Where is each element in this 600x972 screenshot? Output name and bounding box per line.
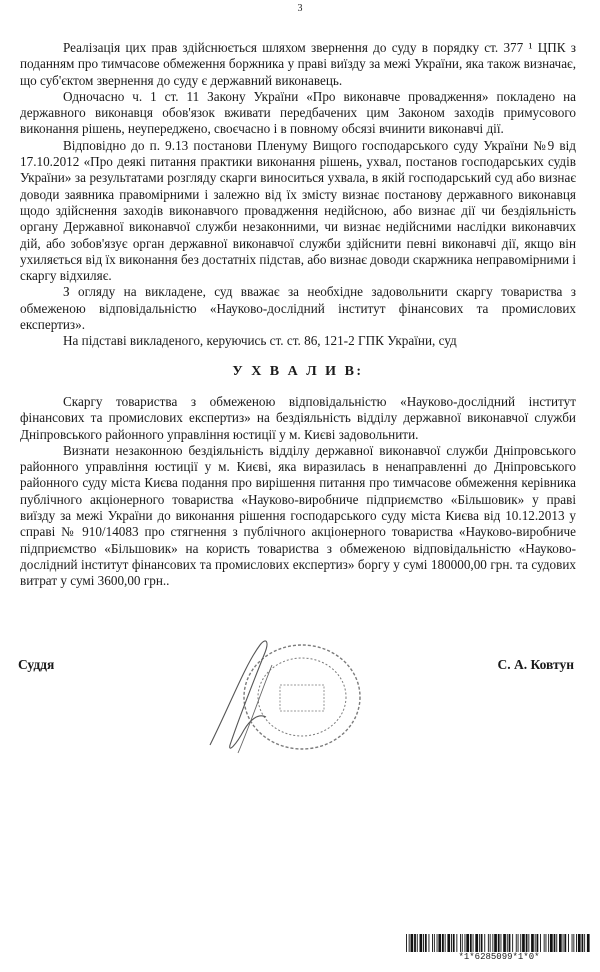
court-stamp-signature (200, 625, 380, 775)
resolution-heading: У Х В А Л И В: (232, 363, 364, 379)
barcode-text: *1*6285099*1*0* (458, 952, 540, 962)
paragraph: З огляду на викладене, суд вважає за необхідне задовольнити скаргу товариства з обмеженою відповідальністю «Науково-дослідний інститут фінансових та промислових експертиз». (20, 284, 576, 333)
judge-name: С. А. Ковтун (497, 657, 574, 672)
paragraph: Реалізація цих прав здійснюється шляхом звернення до суду в порядку ст. 377 ¹ ЦПК з поданням про тимчасове обмеження боржника у праві виїзду за межі України, яка також визначає, що суб'єктом звернення до суду є державний виконавець. (20, 40, 576, 88)
barcode-icon (406, 934, 592, 952)
resolution-paragraph: Визнати незаконною бездіяльність відділу державної виконавчої служби Дніпровського районного управління юстиції у м. Києві, яка виразилась в ненаправленні до Дніпровського районного суду міста Києва подання про вирішення питання про тимчасове обмеження керівника публічного акціонерного товариства «Науково-виробниче підприємство «Більшовик» у праві виїзду за межі України до виконання рішення господарського суду міста Києва від 10.12.2013 у справі № 910/14083 про стягнення з публічного акціонерного товариства «Науково-виробниче підприємство «Більшовик» на користь товариства з обмеженою відповідальністю «Науково-дослідний інститут фінансових та промислових експертиз» боргу у сумі 180000,00 грн. та судових витрат у сумі 3600,00 грн.. (20, 442, 576, 589)
paragraph: Одночасно ч. 1 ст. 11 Закону України «Про виконавче провадження» покладено на державного виконавця обов'язок вживати передбачених цим Законом заходів примусового виконання рішень, неупереджено, своєчасно і в повному обсязі вчинити виконавчі дії. (20, 88, 576, 137)
page-number: 3 (297, 3, 303, 14)
resolution-paragraph: Скаргу товариства з обмеженою відповідальністю «Науково-дослідний інститут фінансових та промислових експертиз» на бездіяльність відділу державної виконавчої служби Дніпровського районного управління юстиції у м. Києві задовольнити. (20, 393, 576, 442)
paragraph: Відповідно до п. 9.13 постанови Пленуму Вищого господарського суду України №9 від 17.10.2012 «Про деякі питання практики виконання рішень, ухвал, постанов господарських судів України» за результатами розгляду скарги виноситься ухвала, в якій господарський суд або визнає доводи заявника правомірними і залежно від їх змісту визнає постанову державного виконавця щодо здійснення заходів виконавчого провадження недійсною, або визнає дії чи бездіяльність органу Державної виконавчої служби незаконними, чи визнає недійсними наслідки виконавчих дій, або зобов'язує орган державної виконавчої служби здійснити певні виконавчі дії, якщо він ухиляється від їх виконання без достатніх підстав, або визнає доводи скаржника неправомірними і скаргу відхиляє. (20, 137, 576, 284)
paragraph: На підставі викладеного, керуючись ст. ст. 86, 121-2 ГПК України, суд (63, 333, 457, 349)
document-body (20, 40, 576, 590)
judge-label: Суддя (18, 657, 55, 672)
